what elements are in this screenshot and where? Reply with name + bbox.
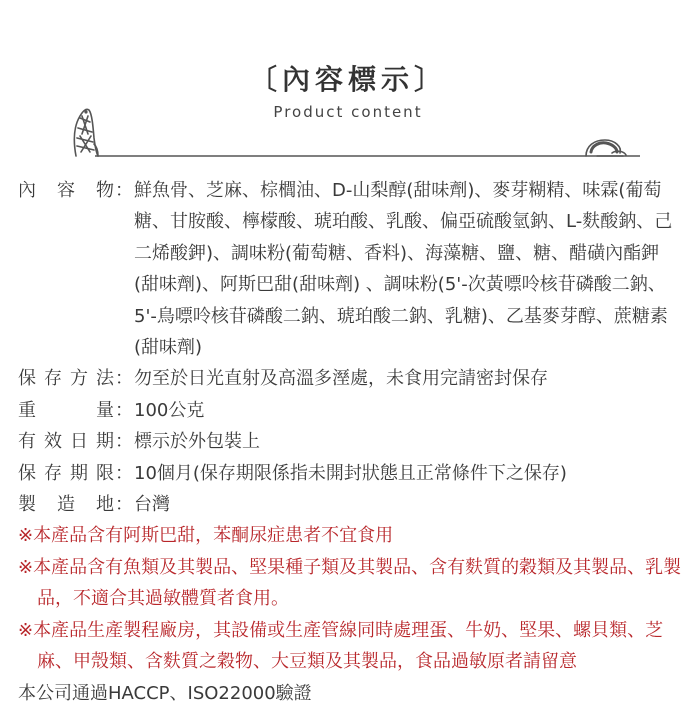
weight-value: 100公克 [134,399,205,421]
storage-method-label: 保存方法 [18,368,114,390]
label-row-expiry-date [18,426,690,457]
origin-value: 台灣 [134,494,170,516]
row-separator: ： [115,494,133,516]
ingredients-value: 鮮魚骨、芝麻、棕櫚油、D-山梨醇(甜味劑)、麥芽糊精、味霖(葡萄糖、甘胺酸、檸檬酸、琥珀酸、乳酸、偏亞硫酸氫鈉、L-麩酸鈉、己二烯酸鉀)、調味粉(葡萄糖、香料)、海藻糖、鹽、糖、醋磺內酯鉀(甜味劑)、阿斯巴甜(甜味劑) 、調味粉(5'-次黃嘌呤核苷磷酸二鈉、5'-鳥嘌呤核苷磷酸二鈉、琥珀酸二鈉、乳糖)、乙基麥芽醇、蔗糖素(甜味劑) [134,180,673,359]
certification-statement: 本公司通過HACCP、ISO22000驗證 [18,682,312,704]
expiry-date-value: 標示於外包裝上 [134,431,260,453]
label-row-storage-method [18,363,690,394]
header-divider-decoration [0,100,696,170]
warning-aspartame: ※本產品含有阿斯巴甜，苯酮尿症患者不宜食用 [18,525,394,547]
ingredients-label: 內容物 [18,180,114,201]
row-separator: ： [115,180,133,201]
warning-allergen-content: ※本產品含有魚類及其製品、堅果種子類及其製品、含有麩質的穀類及其製品、乳製品，不適合其過敏體質者食用。 [18,556,682,610]
shelf-life-label: 保存期限 [18,462,114,484]
page-title: 〔內容標示〕 [248,63,447,96]
label-row-ingredients [18,175,690,363]
row-separator: ： [115,462,133,484]
label-row-origin [18,489,690,520]
label-row-shelf-life [18,458,690,489]
expiry-date-label: 有效日期 [18,431,114,453]
page-subtitle: Product content [273,103,423,121]
nori-rice-ball-icon [586,140,626,156]
row-separator: ： [115,431,133,453]
fish-sketch-icon [74,109,98,156]
label-row-weight [18,395,690,426]
row-separator: ： [115,399,133,421]
label-content [18,175,690,709]
warning-shared-facility: ※本產品生產製程廠房，其設備或生產管線同時處理蛋、牛奶、堅果、螺貝類、芝麻、甲殼類、含麩質之穀物、大豆類及其製品，食品過敏原者請留意 [18,619,664,673]
storage-method-value: 勿至於日光直射及高溫多溼處，未食用完請密封保存 [134,368,548,390]
shelf-life-value: 10個月(保存期限係指未開封狀態且正常條件下之保存) [134,462,567,484]
origin-label: 製造地 [18,494,114,516]
weight-label: 重量 [18,399,114,421]
row-separator: ： [115,368,133,390]
